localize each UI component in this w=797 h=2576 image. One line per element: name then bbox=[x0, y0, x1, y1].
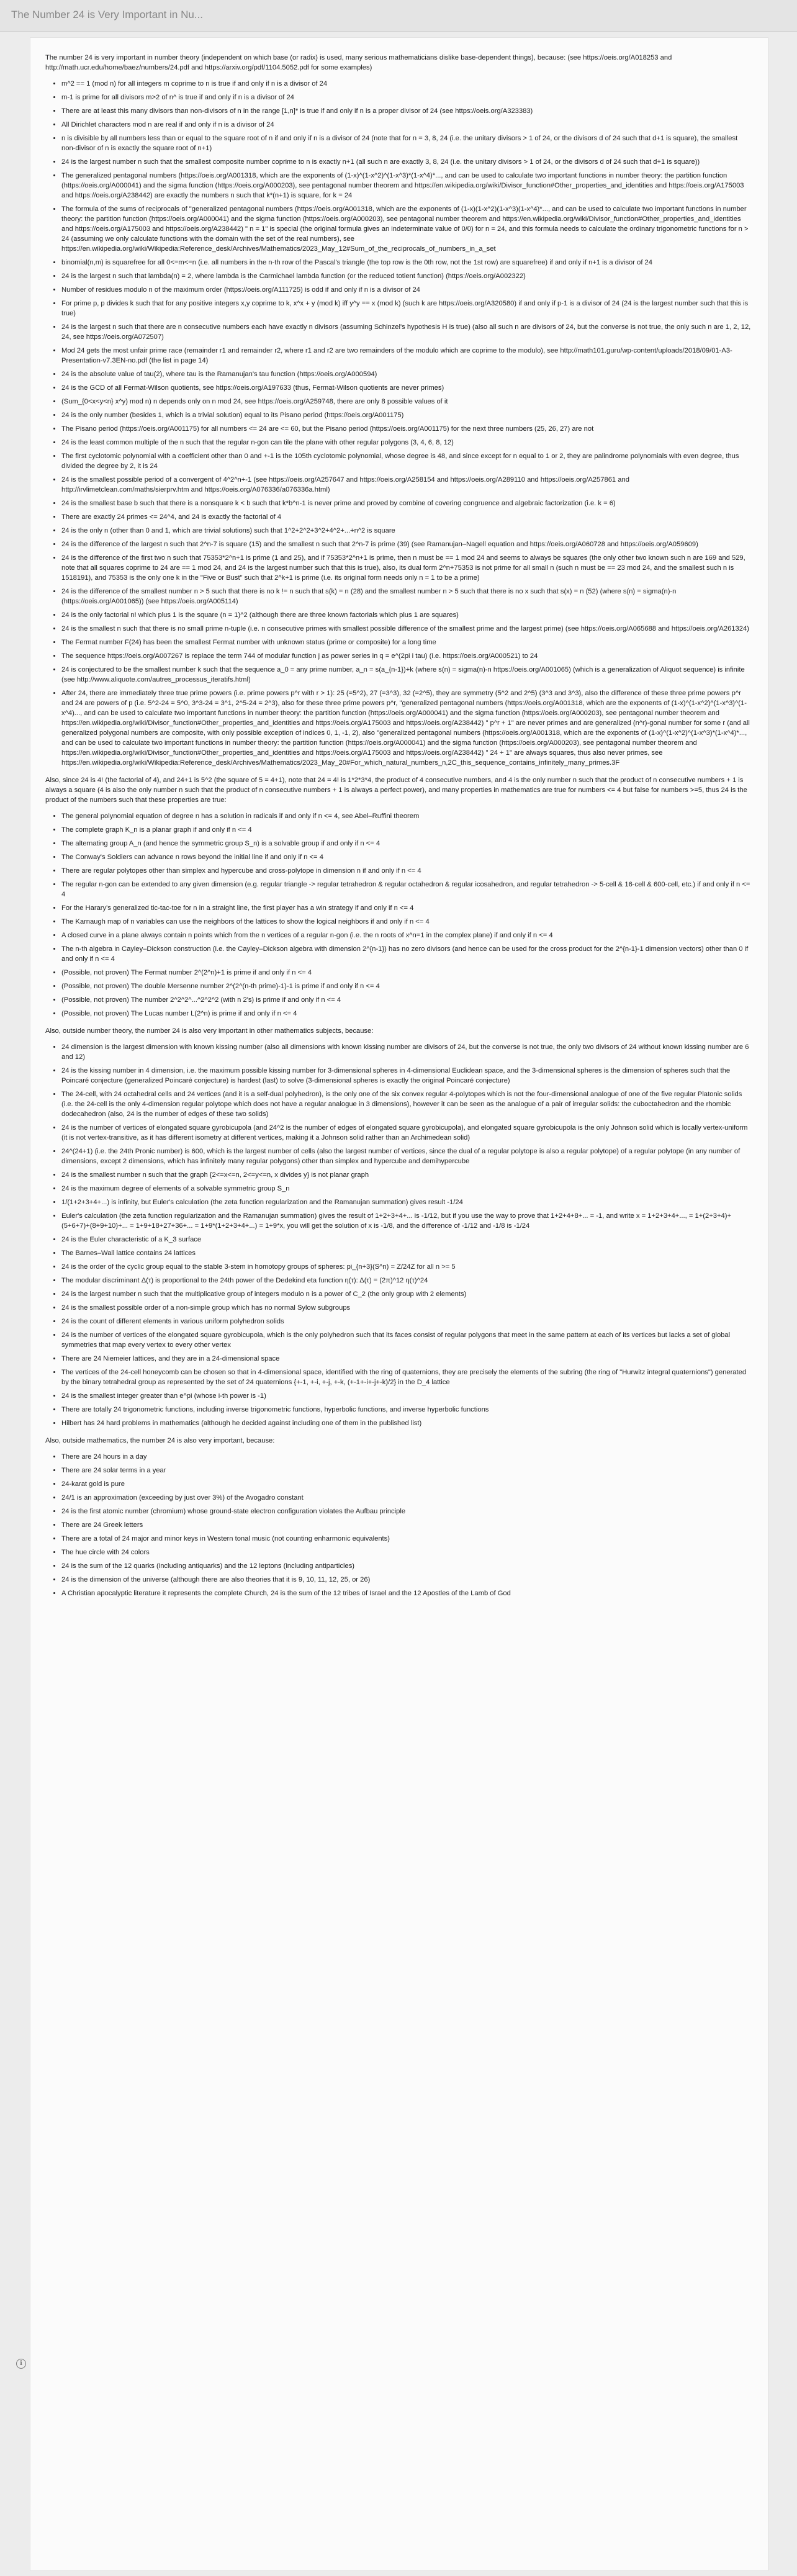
list-item: • All Dirichlet characters mod n are real if and only if n is a divisor of 24 bbox=[61, 120, 753, 130]
list-item: • 24 is the first atomic number (chromium) whose ground-state electron configuration violates the Aufbau principle bbox=[61, 1506, 753, 1516]
other-math-list bbox=[45, 1042, 753, 1428]
list-item: • 24/1 is an approximation (exceeding by just over 3%) of the Avogadro constant bbox=[61, 1493, 753, 1503]
window-title: The Number 24 is Very Important in Nu... bbox=[11, 9, 203, 20]
list-item: • For prime p, p divides k such that for any positive integers x,y coprime to k, x^x + y (mod k) iff y^y == x (mod k) (such k are https://oeis.org/A320580) if and only if p-1 is a divisor of 24 (24 is the largest number such that this is true) bbox=[61, 299, 753, 318]
list-item: • The modular discriminant Δ(τ) is proportional to the 24th power of the Dedekind eta function η(τ): Δ(τ) = (2π)^12 η(τ)^24 bbox=[61, 1276, 753, 1286]
list-item: • There are totally 24 trigonometric functions, including inverse trigonometric functions, hyperbolic functions, and inverse hyperbolic functions bbox=[61, 1405, 753, 1415]
list-item: • (Possible, not proven) The number 2^2^2^...^2^2^2 (with n 2's) is prime if and only if n <= 4 bbox=[61, 995, 753, 1005]
list-item: • 24 is the smallest possible order of a non-simple group which has no normal Sylow subgroups bbox=[61, 1303, 753, 1313]
list-item: • After 24, there are immediately three true prime powers (i.e. prime powers p^r with r > 1): 25 (=5^2), 27 (=3^3), 32 (=2^5), they are symmetry (5^2 and 2^5) (3^3 and 3^3), also the difference of these three prime powers p^r and 24 are powers of p (i.e. 5^2-24 = 5^0, 3^3-24 = 3^1, 2^5-24 = 2^3), also for these three prime powers p^r, "generalized pentagonal numbers (https://oeis.org/A001318, which are the exponents of (1-x)^(1-x^2)^(1-x^3)^(1-x^4)..., and can be used to calculate two important functions in number theory: the partition function (https://oeis.org/A000041) and the sigma function (https://oeis.org/A000203), see pentagonal number theorem and https://en.wikipedia.org/wiki/Divisor_function#Other_properties_and_identities and https://oeis.org/A175003 and https://oeis.org/A238442) " p^r + 1" are never primes and are generalized (n^r)-gonal number for some r (and all generalized polygonal numbers are composite, with only possible exception of indices 0, 1, -1, 2), also "generalized pentagonal numbers (https://oeis.org/A001318, which are the exponents of (1-x)^(1-x^2)^(1-x^3)*(1-x^4)*..., and can be used to calculate two important functions in number theory: the partition function (https://oeis.org/A000041) and the sigma function (https://oeis.org/A000203), see pentagonal number theorem and https://en.wikipedia.org/wiki/Divisor_function#Other_properties_and_identities and https://oeis.org/A175003 and https://oeis.org/A238442) " 24 + 1" are always squares, thus also never primes, see https://en.wikipedia.org/wiki/Wikipedia:Reference_desk/Archives/Mathematics/2023_May_20#For_which_natural_numbers_n,2C_this_sequence_contains_infinitely_many_primes.3F bbox=[61, 688, 753, 768]
list-item: • The generalized pentagonal numbers (https://oeis.org/A001318, which are the exponents of (1-x)^(1-x^2)^(1-x^3)*(1-x^4)*..., and can be used to calculate two important functions in number theory: the partition function (https://oeis.org/A000041) and the sigma function (https://oeis.org/A000203), see pentagonal number theorem and https://en.wikipedia.org/wiki/Divisor_function#Other_properties_and_identities and https://oeis.org/A175003 and https://oeis.org/A238442) are exactly the numbers n such that k*(n+1) is square, for k = 24 bbox=[61, 171, 753, 200]
list-item: • 24-karat gold is pure bbox=[61, 1479, 753, 1489]
window-title-bar bbox=[0, 0, 797, 32]
list-item: • The hue circle with 24 colors bbox=[61, 1547, 753, 1557]
list-item: • 24 is the only n (other than 0 and 1, which are trivial solutions) such that 1^2+2^2+3^2+4^2+...+n^2 is square bbox=[61, 526, 753, 536]
list-item: • 24 is the difference of the smallest number n > 5 such that there is no k != n such that s(k) = n (28) and the smallest number n > 5 such that there is no x such that s(x) = n (52) (where s(n) = sigma(n)-n (https://oeis.org/A001065)) (see https://oeis.org/A005114) bbox=[61, 587, 753, 606]
list-item: • 24 is the least common multiple of the n such that the regular n-gon can tile the plane with other regular polygons (3, 4, 6, 8, 12) bbox=[61, 438, 753, 448]
list-item: • n is divisible by all numbers less than or equal to the square root of n if and only if n is a divisor of 24 (note that for n = 3, 8, 24 (i.e. the unitary divisors > 1 of 24, or the divisors d of 24 such that d+1 is square), the smallest non-divisor of n is exactly the square root of n+1) bbox=[61, 133, 753, 153]
list-item: • (Possible, not proven) The Lucas number L(2^n) is prime if and only if n <= 4 bbox=[61, 1009, 753, 1019]
list-item: • 24 is the GCD of all Fermat-Wilson quotients, see https://oeis.org/A197633 (thus, Fermat-Wilson quotients are never primes) bbox=[61, 383, 753, 393]
list-item: • There are a total of 24 major and minor keys in Western tonal music (not counting enharmonic equivalents) bbox=[61, 1534, 753, 1544]
list-item: • 24 is the smallest base b such that there is a nonsquare k < b such that k*b^n-1 is never prime and proved by combine of covering congruence and algebraic factorization (i.e. k = 6) bbox=[61, 498, 753, 508]
list-item: • There are 24 hours in a day bbox=[61, 1452, 753, 1462]
list-item: • The Fermat number F(24) has been the smallest Fermat number with unknown status (prime or composite) for a long time bbox=[61, 637, 753, 647]
list-item: • 24 is the largest number n such that the multiplicative group of integers modulo n is a power of C_2 (the only group with 2 elements) bbox=[61, 1289, 753, 1299]
list-item: • 24 is the smallest integer greater than e^pi (whose i-th power is -1) bbox=[61, 1391, 753, 1401]
list-item: • A Christian apocalyptic literature it represents the complete Church, 24 is the sum of the 12 tribes of Israel and the 12 Apostles of the Lamb of God bbox=[61, 1588, 753, 1598]
list-item: • 24 is the largest number n such that the smallest composite number coprime to n is exactly n+1 (all such n are exactly 3, 8, 24 (i.e. the unitary divisors > 1 of 24, or the divisors d of 24 such that d+1 is square)) bbox=[61, 157, 753, 167]
list-item: • (Sum_{0<x<y<n} x^y) mod n) n depends only on n mod 24, see https://oeis.org/A259748, there are only 8 possible values of it bbox=[61, 397, 753, 407]
list-item: • 24 is the number of vertices of elongated square gyrobicupola (and 24^2 is the number of edges of elongated square gyrobicupola), and elongated square gyrobicupola is the only Johnson solid which is locally vertex-uniform (it is not vertex-transitive, as it has different isometry at different vertices, making it a Johnson solid rather than an Archimedean solid) bbox=[61, 1123, 753, 1143]
list-item: • 24 is the count of different elements in various uniform polyhedron solids bbox=[61, 1317, 753, 1326]
list-item: • 24 is the difference of the largest n such that 2^n-7 is square (15) and the smallest n such that 2^n-7 is prime (39) (see Ramanujan–Nagell equation and https://oeis.org/A060728 and https://oeis.org/A059609) bbox=[61, 539, 753, 549]
list-item: • The n-th algebra in Cayley–Dickson construction (i.e. the Cayley–Dickson algebra with dimension 2^{n-1}) has no zero divisors (and hence can be used for the cross product for the 2^{n-1}-1 dimension vectors) other than 0 if and only if n <= 4 bbox=[61, 944, 753, 964]
list-item: • 24 is the dimension of the universe (although there are also theories that it is 9, 10, 11, 12, 25, or 26) bbox=[61, 1575, 753, 1585]
list-item: • 24 is the order of the cyclic group equal to the stable 3-stem in homotopy groups of spheres: pi_{n+3}(S^n) = Z/24Z for all n >= 5 bbox=[61, 1262, 753, 1272]
list-item: • 24 is the largest n such that there are n consecutive numbers each have exactly n divisors (assuming Schinzel's hypothesis H is true) (also all such n are divisors of 24, but the converse is not true, the only such n are 1, 2, 12, 24, see https://oeis.org/A072507) bbox=[61, 322, 753, 342]
list-item: • m^2 == 1 (mod n) for all integers m coprime to n is true if and only if n is a divisor of 24 bbox=[61, 79, 753, 89]
list-item: • binomial(n,m) is squarefree for all 0<=m<=n (i.e. all numbers in the n-th row of the Pascal's triangle (the top row is the 0th row, not the 1st row) are squarefree) if and only if n+1 is a divisor of 24 bbox=[61, 258, 753, 268]
list-item: • There are exactly 24 primes <= 24^4, and 24 is exactly the factorial of 4 bbox=[61, 512, 753, 522]
list-item: • 24 is the largest n such that lambda(n) = 2, where lambda is the Carmichael lambda function (or the reduced totient function) (https://oeis.org/A002322) bbox=[61, 271, 753, 281]
list-item: • 24 is the sum of the 12 quarks (including antiquarks) and the 12 leptons (including antiparticles) bbox=[61, 1561, 753, 1571]
list-item: • The general polynomial equation of degree n has a solution in radicals if and only if n <= 4, see Abel–Ruffini theorem bbox=[61, 811, 753, 821]
list-item: • There are 24 Niemeier lattices, and they are in a 24-dimensional space bbox=[61, 1354, 753, 1364]
list-item: • There are at least this many divisors than non-divisors of n in the range [1,n]* is true if and only if n is a proper divisor of 24 (see https://oeis.org/A323383) bbox=[61, 106, 753, 116]
list-item: • 24 is the difference of the first two n such that 75353*2^n+1 is prime (1 and 25), and if 75353*2^n+1 is prime, then n must be == 1 mod 24 and seems to always be squares (the only other two known such n are 169 and 529, note that all squares coprime to 24 are == 1 mod 24, and 24 is the largest number such that this is true), also, its dual form 2^n+75353 is not prime for all small n (such n must be == 23 mod 24, and the smallest such n is 1518191), and 75353 is the only one k in the "Five or Bust" such that 2^k+1 is prime (i.e. its original form needs only n = 1 to be a prime) bbox=[61, 553, 753, 583]
list-item: • There are 24 Greek letters bbox=[61, 1520, 753, 1530]
document-page bbox=[30, 37, 768, 2571]
list-item: • Hilbert has 24 hard problems in mathematics (although he decided against including one of them in the published list) bbox=[61, 1418, 753, 1428]
list-item: • 24 dimension is the largest dimension with known kissing number (also all dimensions with known kissing number are divisors of 24, but the converse is not true, the only two divisors of 24 without known kissing number are 6 and 12) bbox=[61, 1042, 753, 1062]
list-item: • 24 is the only number (besides 1, which is a trivial solution) equal to its Pisano period (https://oeis.org/A001175) bbox=[61, 410, 753, 420]
list-item: • There are regular polytopes other than simplex and hypercube and cross-polytope in dimension n if and only if n <= 4 bbox=[61, 866, 753, 876]
list-item: • 24 is the smallest n such that there is no small prime n-tuple (i.e. n consecutive primes with smallest possible difference of the smallest prime and the largest prime) (see https://oeis.org/A065688 and https://oeis.org/A261324) bbox=[61, 624, 753, 634]
list-item: • Mod 24 gets the most unfair prime race (remainder r1 and remainder r2, where r1 and r2 are two remainders of the modulo which are coprime to the modulo), see http://math101.guru/wp-content/uploads/2018/09/01-A3-Presentation-v7.3EN-no.pdf (the list in page 14) bbox=[61, 346, 753, 366]
list-item: • The complete graph K_n is a planar graph if and only if n <= 4 bbox=[61, 825, 753, 835]
outside-math-list bbox=[45, 1452, 753, 1598]
list-item: • 24 is the smallest possible period of a convergent of 4^2^n+-1 (see https://oeis.org/A257647 and https://oeis.org/A258154 and https://oeis.org/A289110 and https://oeis.org/A257861 and http://irvlimetclean.com/maths/sierprv.htm and https://oeis.org/A076336/a076336a.html) bbox=[61, 475, 753, 495]
list-item: • 24 is the absolute value of tau(2), where tau is the Ramanujan's tau function (https://oeis.org/A000594) bbox=[61, 369, 753, 379]
list-item: • The alternating group A_n (and hence the symmetric group S_n) is a solvable group if and only if n <= 4 bbox=[61, 839, 753, 849]
list-item: • The first cyclotomic polynomial with a coefficient other than 0 and +-1 is the 105th cyclotomic polynomial, whose degree is 48, and since except for n equal to 1 or 2, they are palindrome polynomials with even degree, thus divided the degree by 2, it is 24 bbox=[61, 451, 753, 471]
list-item: • There are 24 solar terms in a year bbox=[61, 1466, 753, 1475]
intro-paragraph: The number 24 is very important in number theory (independent on which base (or radix) is used, many serious mathematicians dislike base-dependent things), because: (see https://oeis.org/A018253 and http://math.ucr.edu/home/baez/numbers/24.pdf and https://arxiv.org/pdf/1104.5052.pdf for some examples) bbox=[45, 54, 672, 71]
list-item: • 1/(1+2+3+4+...) is infinity, but Euler's calculation (the zeta function regularization and the Ramanujan summation) gives result -1/24 bbox=[61, 1197, 753, 1207]
info-icon[interactable]: i bbox=[16, 2359, 26, 2369]
list-item: • 24 is the only factorial n! which plus 1 is the square (n = 1)^2 (although there are three known factorials which plus 1 are squares) bbox=[61, 610, 753, 620]
list-item: • 24 is the maximum degree of elements of a solvable symmetric group S_n bbox=[61, 1184, 753, 1194]
list-item: • 24 is the Euler characteristic of a K_3 surface bbox=[61, 1235, 753, 1245]
list-item: • 24 is conjectured to be the smallest number k such that the sequence a_0 = any prime number, a_n = s(a_{n-1})+k (where s(n) = sigma(n)-n https://oeis.org/A001065) (which is a generalization of Aliquot sequence) is infinite (see http://www.aliquote.com/autres_processus_iteratifs.html) bbox=[61, 665, 753, 685]
list-item: • 24 is the kissing number in 4 dimension, i.e. the maximum possible kissing number for 3-dimensional spheres in 4-dimensional Euclidean space, and the 3-dimensional spheres is the dimension of spheres such that the Poincaré conjecture (generalized Poincaré conjecture) is hardest (last) to solve (3-dimensional spheres is exactly the original Poincaré conjecture) bbox=[61, 1066, 753, 1086]
list-item: • The formula of the sums of reciprocals of "generalized pentagonal numbers (https://oeis.org/A001318, which are the exponents of (1-x)(1-x^2)(1-x^3)(1-x^4)*..., and can be used to calculate two important functions in number theory: the partition function (https://oeis.org/A000041) and the sigma function (https://oeis.org/A000203), see pentagonal number theorem and https://en.wikipedia.org/wiki/Divisor_function#Other_properties_and_identities and https://oeis.org/A175003 and https://oeis.org/A238442) " n = 1" is special (the original formula gives an indeterminate value of 0/0) for n = 24, and this formula needs to calculate the ordinary trigonometric functions for n > 24 (assuming we only calculate functions with the domain with the set of the real numbers), see https://en.wikipedia.org/wiki/Wikipedia:Reference_desk/Archives/Mathematics/2023_May_12#Sum_of_the_reciprocals_of_numbers_in_a_set bbox=[61, 204, 753, 254]
list-item: • 24 is the smallest number n such that the graph {2<=x<=n, 2<=y<=n, x divides y} is not planar graph bbox=[61, 1170, 753, 1180]
list-item: • The sequence https://oeis.org/A007267 is replace the term 744 of modular function j as power series in q = e^(2pi i tau) (i.e. https://oeis.org/A000521) to 24 bbox=[61, 651, 753, 661]
other-math-paragraph: Also, outside number theory, the number 24 is also very important in other mathematics subjects, because: bbox=[45, 1027, 374, 1035]
list-item: • The 24-cell, with 24 octahedral cells and 24 vertices (and it is a self-dual polyhedron), is the only one of the six convex regular 4-polytopes which is not the four-dimensional analogue of one of the five regular Platonic solids (i.e. the 24-cell is the only 4-dimension regular polytope which does not have a regular analogue in 3 dimensions), however it can be seen as the analogue of a pair of irregular solids: the cuboctahedron and the rhombic dodecahedron (also, 24 is the number of edges of these two solids) bbox=[61, 1089, 753, 1119]
list-item: • The Barnes–Wall lattice contains 24 lattices bbox=[61, 1248, 753, 1258]
number-theory-list bbox=[45, 79, 753, 768]
outside-math-paragraph: Also, outside mathematics, the number 24 is also very important, because: bbox=[45, 1437, 275, 1444]
list-item: • A closed curve in a plane always contain n points which from the n vertices of a regular n-gon (i.e. the n roots of x^n=1 in the complex plane) if and only if n <= 4 bbox=[61, 930, 753, 940]
list-item: • (Possible, not proven) The double Mersenne number 2^(2^(n-th prime)-1)-1 is prime if and only if n <= 4 bbox=[61, 981, 753, 991]
list-item: • Number of residues modulo n of the maximum order (https://oeis.org/A111725) is odd if and only if n is a divisor of 24 bbox=[61, 285, 753, 295]
list-item: • (Possible, not proven) The Fermat number 2^(2^n)+1 is prime if and only if n <= 4 bbox=[61, 968, 753, 978]
list-item: • The vertices of the 24-cell honeycomb can be chosen so that in 4-dimensional space, identified with the ring of quaternions, they are precisely the elements of the subring (the ring of "Hurwitz integral quaternions") generated by the binary tetrahedral group as represented by the set of 24 quaternions {+-1, +-i, +-j, +-k, (+-1+-i+-j+-k)/2} in the D_4 lattice bbox=[61, 1367, 753, 1387]
list-item: • The Karnaugh map of n variables can use the neighbors of the lattices to show the logical neighbors if and only if n <= 4 bbox=[61, 917, 753, 927]
document-content bbox=[45, 53, 753, 1606]
factorial-paragraph: Also, since 24 is 4! (the factorial of 4), and 24+1 is 5^2 (the square of 5 = 4+1), note that 24 = 4! is 1*2*3*4, the product of 4 consecutive numbers, and 4 is the only number n such that the product of n consecutive numbers + 1 is always a square (4 is also the only number n such that the product of n consecutive numbers + 1 is always a perfect power), and many properties in mathematics are true for numbers <= 4 but false for numbers >=5, thus 24 is the product of the numbers such that these properties are true: bbox=[45, 777, 747, 804]
list-item: • m-1 is prime for all divisors m>2 of n^ is true if and only if n is a divisor of 24 bbox=[61, 92, 753, 102]
list-item: • 24 is the number of vertices of the elongated square gyrobicupola, which is the only polyhedron such that its faces consist of regular polygons that meet in the same pattern at each of its vertices but lacks a set of global symmetries that map every vertex to every other vertex bbox=[61, 1330, 753, 1350]
small-n-properties-list bbox=[45, 811, 753, 1019]
list-item: • 24^(24+1) (i.e. the 24th Pronic number) is 600, which is the largest number of cells (also the largest number of vertices, since the dual of a regular polytope is also a regular polytope) of a regular polytope (in any number of dimensions, except 2 dimensions, which has infinitely many regular polygons) other than simplex and hypercube and demihypercube bbox=[61, 1146, 753, 1166]
list-item: • Euler's calculation (the zeta function regularization and the Ramanujan summation) gives the result of 1+2+3+4+... is -1/12, but if you use the way to prove that 1+2+4+8+... = -1, and write x = 1+2+3+4+..., = 1+(2+3+4)+(5+6+7)+(8+9+10)+... = 1+9+18+27+36+... = 1+9*(1+2+3+4+...) = 1+9*x, you will get the solution of x is -1/8, and the difference of -1/12 and -1/8 is -1/24 bbox=[61, 1211, 753, 1231]
list-item: • The Conway's Soldiers can advance n rows beyond the initial line if and only if n <= 4 bbox=[61, 852, 753, 862]
list-item: • The regular n-gon can be extended to any given dimension (e.g. regular triangle -> regular tetrahedron & regular octahedron & regular icosahedron, and regular tetrahedron -> 5-cell & 16-cell & 600-cell, etc.) if and only if n <= 4 bbox=[61, 880, 753, 899]
list-item: • For the Harary's generalized tic-tac-toe for n in a straight line, the first player has a win strategy if and only if n <= 4 bbox=[61, 903, 753, 913]
list-item: • The Pisano period (https://oeis.org/A001175) for all numbers <= 24 are <= 60, but the Pisano period (https://oeis.org/A001175) for the next three numbers (25, 26, 27) are not bbox=[61, 424, 753, 434]
